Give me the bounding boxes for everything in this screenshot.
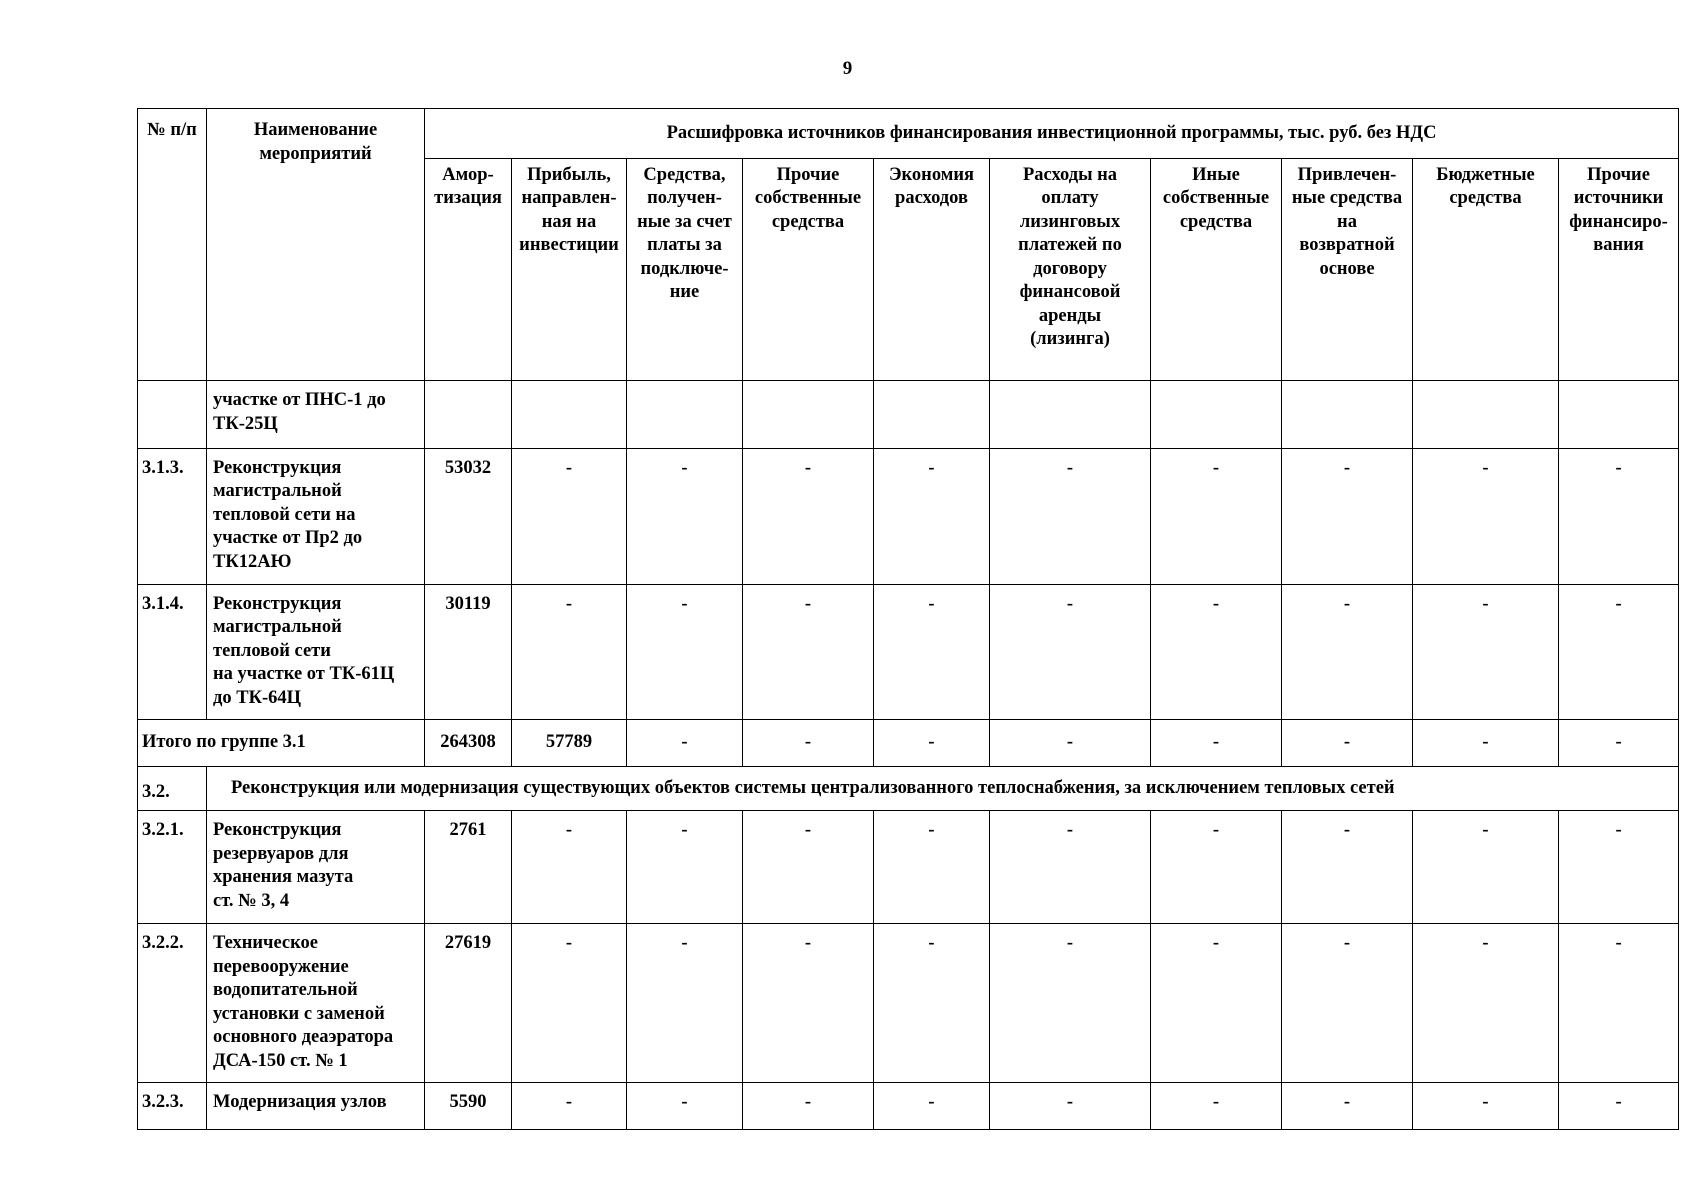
text-line: аренды [1038, 305, 1102, 326]
text-line: резервуаров для [213, 843, 349, 864]
text-line: водопитательной [213, 980, 358, 1001]
text-line: финансовой [1019, 282, 1121, 303]
row-name [207, 924, 425, 1083]
row-number: 3.2.3. [138, 1083, 207, 1130]
text-line: возвратной [1299, 235, 1395, 256]
text-line: установки с заменой [213, 1003, 385, 1024]
value-other-sources [1559, 381, 1679, 449]
value-amortization: 30119 [425, 584, 512, 720]
value-profit-for-investment: - [512, 924, 627, 1083]
value-budget-funds: - [1413, 448, 1559, 584]
value-budget-funds: - [1413, 811, 1559, 924]
value-budget-funds [1413, 381, 1559, 449]
page-number: 9 [842, 58, 853, 79]
value-leasing-payments: - [990, 448, 1151, 584]
value-cost-savings: - [874, 584, 990, 720]
financing-table [137, 108, 1679, 1130]
total-profit-for-investment: 57789 [512, 720, 627, 767]
value-other-own-means: - [1151, 924, 1282, 1083]
value-connection-fees: - [627, 448, 743, 584]
text-line: тизация [434, 188, 502, 209]
header-col-other-own-means [1151, 158, 1282, 380]
text-line: оплату [1041, 188, 1099, 209]
text-line: участке от Пр2 до [213, 528, 363, 549]
text-line: Иные [1192, 164, 1240, 185]
table-row [138, 381, 1679, 449]
table-row [138, 924, 1679, 1083]
text-line: Реконструкция [213, 593, 342, 614]
group-title: Реконструкция или модернизация существующих объектов системы централизованного теплоснабжения, за исключением тепловых сетей [207, 766, 1679, 810]
value-other-own-funds: - [743, 1083, 874, 1130]
header-col-profit-for-investment [512, 158, 627, 380]
value-other-sources: - [1559, 448, 1679, 584]
text-line: ТК12АЮ [213, 551, 292, 572]
row-number: 3.1.4. [138, 584, 207, 720]
value-cost-savings [874, 381, 990, 449]
row-name [207, 448, 425, 584]
text-line: Прочие [1587, 164, 1650, 185]
row-name [207, 811, 425, 924]
text-line: перевооружение [213, 956, 349, 977]
value-borrowed-returnable: - [1282, 448, 1413, 584]
text-line: Модернизация узлов [213, 1092, 387, 1113]
value-profit-for-investment: - [512, 584, 627, 720]
text-line: до ТК-64Ц [213, 687, 302, 708]
total-label: Итого по группе 3.1 [138, 720, 425, 767]
text-line: платежей по [1018, 235, 1122, 256]
text-line: Реконструкция [213, 820, 342, 841]
text-line: инвестиции [519, 235, 619, 256]
value-budget-funds: - [1413, 584, 1559, 720]
value-leasing-payments [990, 381, 1151, 449]
total-cost-savings: - [874, 720, 990, 767]
text-line: средства [1179, 211, 1253, 232]
header-col-borrowed-returnable [1282, 158, 1413, 380]
text-line: Экономия [888, 164, 975, 185]
value-amortization: 53032 [425, 448, 512, 584]
row-number: 3.1.3. [138, 448, 207, 584]
text-line: средства [771, 211, 845, 232]
total-budget-funds: - [1413, 720, 1559, 767]
text-line: Амор- [442, 164, 494, 185]
total-connection-fees: - [627, 720, 743, 767]
value-connection-fees: - [627, 1083, 743, 1130]
text-line: средства [1449, 188, 1522, 209]
value-amortization: 5590 [425, 1083, 512, 1130]
value-other-own-funds: - [743, 811, 874, 924]
value-other-own-funds: - [743, 584, 874, 720]
total-borrowed-returnable: - [1282, 720, 1413, 767]
group-row [138, 766, 1679, 810]
text-line: Привлечен- [1297, 164, 1397, 185]
group-number: 3.2. [138, 766, 207, 810]
value-budget-funds: - [1413, 1083, 1559, 1130]
total-other-own-means: - [1151, 720, 1282, 767]
text-line: Расходы на [1022, 164, 1118, 185]
value-cost-savings: - [874, 924, 990, 1083]
value-cost-savings: - [874, 811, 990, 924]
header-num: № п/п [138, 109, 207, 381]
value-profit-for-investment: - [512, 448, 627, 584]
value-other-own-means: - [1151, 811, 1282, 924]
table-row [138, 448, 1679, 584]
text-line: ная на [541, 211, 597, 232]
value-borrowed-returnable: - [1282, 924, 1413, 1083]
text-line: направлен- [521, 188, 617, 209]
value-connection-fees: - [627, 584, 743, 720]
value-borrowed-returnable: - [1282, 811, 1413, 924]
header-financing-group: Расшифровка источников финансирования инвестиционной программы, тыс. руб. без НДС [425, 109, 1679, 159]
value-other-sources: - [1559, 924, 1679, 1083]
text-line: финансиро- [1569, 211, 1668, 232]
text-line: участке от ПНС-1 до [213, 390, 386, 411]
value-amortization [425, 381, 512, 449]
text-line: тепловой сети на [213, 504, 356, 525]
text-line: подключе- [640, 258, 729, 279]
text-line: собственные [1162, 188, 1270, 209]
value-amortization: 2761 [425, 811, 512, 924]
value-profit-for-investment [512, 381, 627, 449]
header-name: Наименование мероприятий [207, 109, 425, 381]
text-line: Реконструкция [213, 457, 342, 478]
table-row [138, 584, 1679, 720]
value-other-own-means: - [1151, 1083, 1282, 1130]
value-other-own-means: - [1151, 448, 1282, 584]
text-line: Прибыль, [527, 164, 611, 185]
text-line: хранения мазута [213, 867, 354, 888]
value-leasing-payments: - [990, 584, 1151, 720]
value-profit-for-investment: - [512, 811, 627, 924]
text-line: договору [1033, 258, 1107, 279]
text-line: основного деаэратора [213, 1027, 394, 1048]
row-number: 3.2.1. [138, 811, 207, 924]
value-cost-savings: - [874, 448, 990, 584]
text-line: ДСА-150 ст. № 1 [213, 1050, 348, 1071]
total-row [138, 720, 1679, 767]
header-col-leasing-payments [990, 158, 1151, 380]
total-leasing-payments: - [990, 720, 1151, 767]
header-col-connection-fees [627, 158, 743, 380]
text-line: Прочие [776, 164, 840, 185]
text-line: ные за счет [637, 211, 732, 232]
value-leasing-payments: - [990, 924, 1151, 1083]
table-row [138, 1083, 1679, 1130]
value-profit-for-investment: - [512, 1083, 627, 1130]
text-line: вания [1593, 235, 1644, 256]
text-line: расходов [895, 188, 968, 209]
text-line: тепловой сети [213, 640, 331, 661]
row-number: 3.2.2. [138, 924, 207, 1083]
text-line: ные средства [1291, 188, 1403, 209]
text-line: собственные [754, 188, 862, 209]
value-leasing-payments: - [990, 811, 1151, 924]
text-line: ТК-25Ц [213, 413, 278, 434]
value-connection-fees: - [627, 924, 743, 1083]
value-borrowed-returnable: - [1282, 584, 1413, 720]
value-other-own-funds: - [743, 448, 874, 584]
value-cost-savings: - [874, 1083, 990, 1130]
total-amortization: 264308 [425, 720, 512, 767]
value-other-own-means [1151, 381, 1282, 449]
text-line: (лизинга) [1030, 329, 1110, 350]
text-line: платы за [647, 235, 722, 256]
text-line: магистральной [213, 481, 342, 502]
value-other-own-funds [743, 381, 874, 449]
row-name [207, 1083, 425, 1130]
value-budget-funds: - [1413, 924, 1559, 1083]
text-line: лизинговых [1019, 211, 1121, 232]
value-other-sources: - [1559, 811, 1679, 924]
value-other-sources: - [1559, 1083, 1679, 1130]
text-line: магистральной [213, 617, 342, 638]
header-col-other-own-funds [743, 158, 874, 380]
row-name [207, 584, 425, 720]
value-other-own-funds: - [743, 924, 874, 1083]
value-other-sources: - [1559, 584, 1679, 720]
total-other-own-funds: - [743, 720, 874, 767]
text-line: получен- [647, 188, 722, 209]
row-name [207, 381, 425, 449]
text-line: источники [1573, 188, 1664, 209]
value-other-own-means: - [1151, 584, 1282, 720]
header-col-budget-funds [1413, 158, 1559, 380]
header-col-amortization [425, 158, 512, 380]
text-line: на участке от ТК-61Ц [213, 664, 395, 685]
text-line: Средства, [643, 164, 726, 185]
text-line: основе [1319, 258, 1375, 279]
header-col-other-sources [1559, 158, 1679, 380]
text-line: Техническое [213, 933, 319, 954]
value-connection-fees [627, 381, 743, 449]
value-amortization: 27619 [425, 924, 512, 1083]
row-number [138, 381, 207, 449]
header-col-cost-savings [874, 158, 990, 380]
value-borrowed-returnable: - [1282, 1083, 1413, 1130]
text-line: ние [669, 282, 700, 303]
value-connection-fees: - [627, 811, 743, 924]
value-leasing-payments: - [990, 1083, 1151, 1130]
value-borrowed-returnable [1282, 381, 1413, 449]
text-line: на [1337, 211, 1357, 232]
total-other-sources: - [1559, 720, 1679, 767]
text-line: Бюджетные [1436, 164, 1535, 185]
table-row [138, 811, 1679, 924]
text-line: ст. № 3, 4 [213, 890, 290, 911]
